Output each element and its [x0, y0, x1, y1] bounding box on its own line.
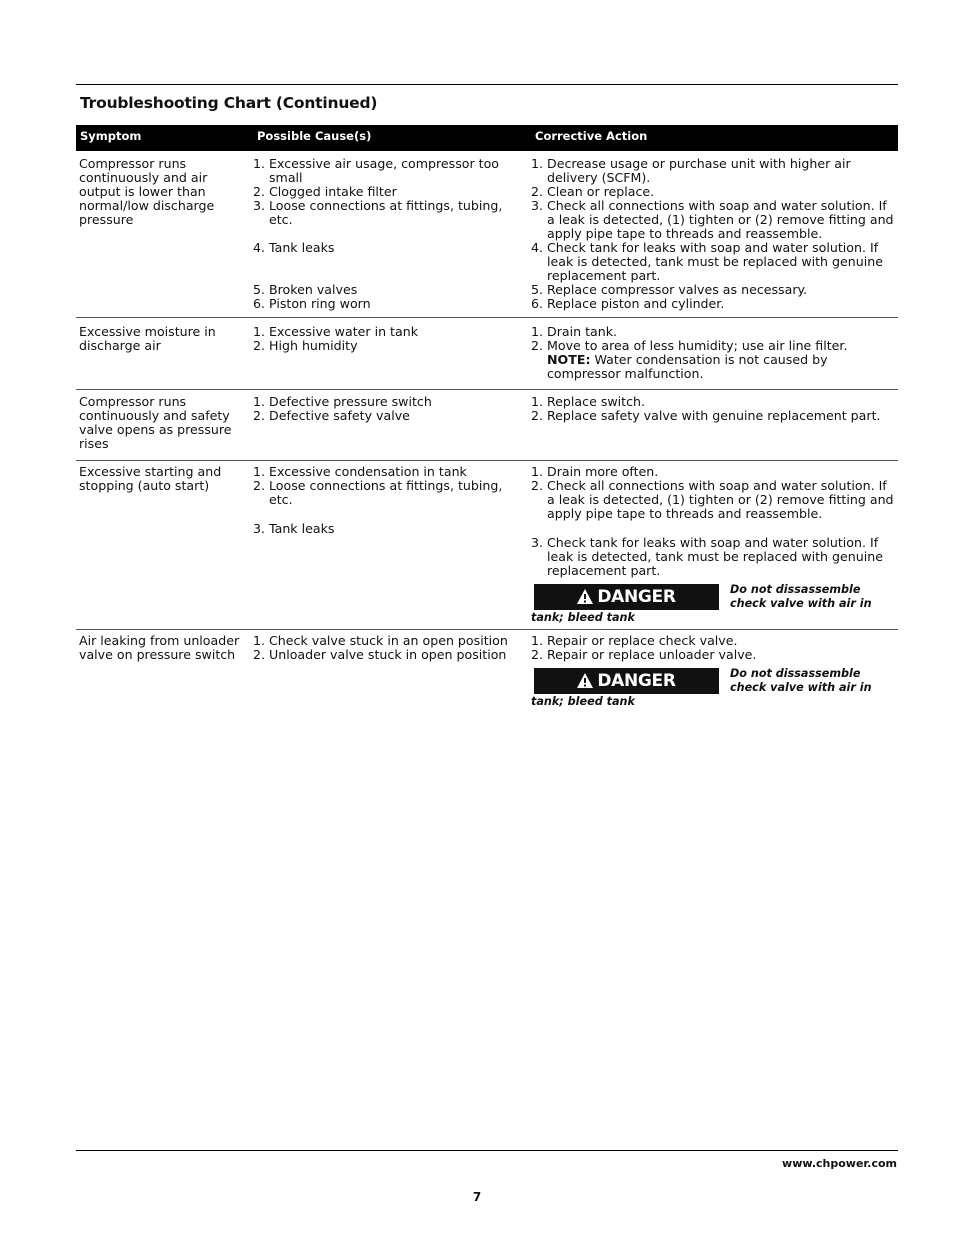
warning-triangle-icon	[577, 670, 593, 696]
table-header	[76, 125, 898, 151]
page-title: Troubleshooting Chart (Continued)	[80, 94, 378, 112]
list-item: 1. Excessive air usage, compressor too small	[253, 156, 499, 185]
list-item: 3. Tank leaks	[253, 521, 335, 536]
list-item: 2. Replace safety valve with genuine replacement part.	[531, 408, 881, 423]
actions-cell	[531, 465, 895, 626]
list-item: 4. Tank leaks	[253, 240, 335, 255]
actions-cell	[531, 157, 895, 311]
list-item: 2. Loose connections at fittings, tubing, etc.	[253, 478, 503, 507]
list-item: 6. Replace piston and cylinder.	[531, 296, 725, 311]
list-item: 6. Piston ring worn	[253, 296, 371, 311]
list-item: 3. Check all connections with soap and water solution. If a leak is detected, (1) tighten or (2) remove fitting and apply pipe tape to threads and reassemble.	[531, 198, 894, 241]
list-item: 1. Drain more often.	[531, 464, 659, 479]
list-item: 2. Unloader valve stuck in open position	[253, 647, 507, 662]
header-action: Corrective Action	[535, 129, 648, 143]
table-row	[76, 157, 898, 318]
causes-cell	[253, 157, 521, 311]
list-item: 1. Drain tank.	[531, 324, 618, 339]
table-row	[76, 465, 898, 630]
table-row	[76, 325, 898, 390]
actions-cell	[531, 325, 895, 381]
list-item: 4. Check tank for leaks with soap and water solution. If leak is detected, tank must be replaced with genuine replacement part.	[531, 240, 883, 283]
list-item: 3. Check tank for leaks with soap and water solution. If leak is detected, tank must be replaced with genuine replacement part.	[531, 535, 883, 578]
list-item: 5. Replace compressor valves as necessary.	[531, 282, 808, 297]
danger-tail: tank; bleed tank	[531, 695, 635, 708]
list-item: 1. Defective pressure switch	[253, 394, 432, 409]
list-item: 2. High humidity	[253, 338, 358, 353]
symptom-cell: Excessive starting and stopping (auto start)	[79, 464, 222, 493]
symptom-cell: Excessive moisture in discharge air	[79, 324, 216, 353]
list-item: 1. Excessive condensation in tank	[253, 464, 467, 479]
list-item: 5. Broken valves	[253, 282, 358, 297]
note-item: NOTE: Water condensation is not caused by compressor malfunction.	[547, 352, 828, 381]
list-item: 2. Check all connections with soap and water solution. If a leak is detected, (1) tighten or (2) remove fitting and apply pipe tape to threads and reassemble.	[531, 478, 894, 521]
list-item: 2. Clean or replace.	[531, 184, 655, 199]
list-item: 3. Loose connections at fittings, tubing, etc.	[253, 198, 503, 227]
symptom-cell: Compressor runs continuously and safety valve opens as pressure rises	[79, 394, 232, 451]
causes-cell	[253, 634, 521, 662]
header-symptom: Symptom	[80, 129, 142, 143]
list-item: 1. Repair or replace check valve.	[531, 633, 738, 648]
list-item: 1. Check valve stuck in an open position	[253, 633, 508, 648]
symptom-cell: Compressor runs continuously and air output is lower than normal/low discharge pressure	[79, 156, 215, 227]
warning-triangle-icon	[577, 586, 593, 612]
list-item: 2. Repair or replace unloader valve.	[531, 647, 757, 662]
list-item: 2. Move to area of less humidity; use air line filter.	[531, 338, 848, 353]
danger-badge: DANGER	[534, 584, 719, 610]
table-row	[76, 634, 898, 714]
causes-cell	[253, 465, 521, 536]
danger-text: Do not dissassemble check valve with air in	[730, 667, 872, 694]
list-item: 2. Clogged intake filter	[253, 184, 397, 199]
actions-cell	[531, 395, 895, 423]
table-row	[76, 395, 898, 461]
danger-badge: DANGER	[534, 668, 719, 694]
list-item: 2. Defective safety valve	[253, 408, 410, 423]
page-number: 7	[472, 1190, 482, 1204]
danger-notice	[531, 582, 895, 626]
top-rule	[76, 84, 898, 85]
bottom-rule	[76, 1150, 898, 1151]
danger-notice	[531, 666, 895, 710]
danger-tail: tank; bleed tank	[531, 611, 635, 624]
symptom-cell: Air leaking from unloader valve on pressure switch	[79, 633, 240, 662]
causes-cell	[253, 395, 521, 423]
actions-cell	[531, 634, 895, 710]
list-item: 1. Replace switch.	[531, 394, 646, 409]
list-item: 1. Excessive water in tank	[253, 324, 418, 339]
footer-url: www.chpower.com	[782, 1157, 897, 1170]
danger-text: Do not dissassemble check valve with air in	[730, 583, 872, 610]
header-causes: Possible Cause(s)	[257, 129, 372, 143]
list-item: 1. Decrease usage or purchase unit with higher air delivery (SCFM).	[531, 156, 851, 185]
causes-cell	[253, 325, 521, 353]
